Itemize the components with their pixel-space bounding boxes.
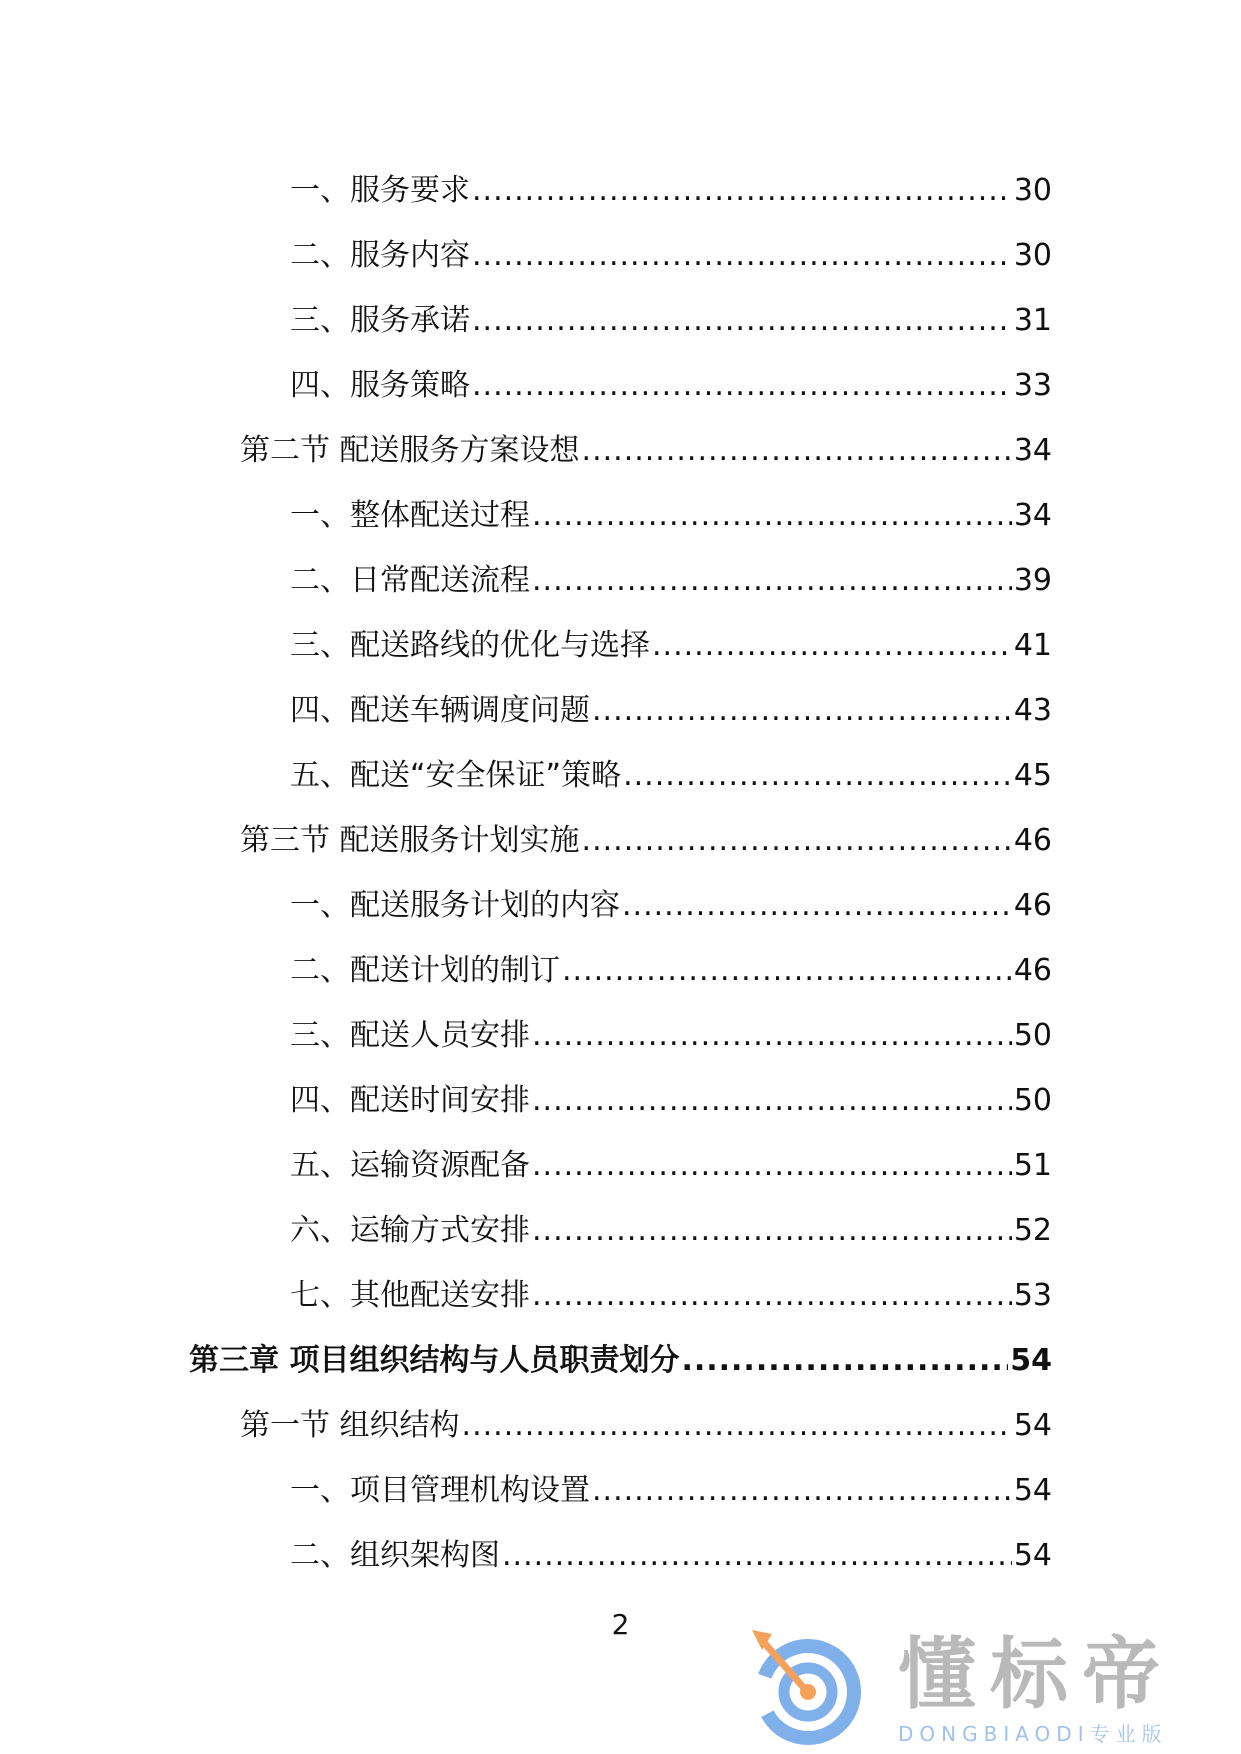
toc-dot-leader xyxy=(472,368,1012,404)
toc-entry-page: 54 xyxy=(1013,1407,1052,1443)
toc-entry-title: 四、配送车辆调度问题 xyxy=(290,692,590,728)
toc-entry[interactable] xyxy=(0,1458,1241,1523)
toc-entry-title: 一、服务要求 xyxy=(290,172,470,208)
toc-entry-page: 30 xyxy=(1013,237,1052,273)
toc-dot-leader xyxy=(582,433,1012,469)
toc-dot-leader xyxy=(472,238,1012,274)
toc-entry[interactable] xyxy=(0,548,1241,613)
toc-dot-leader xyxy=(532,1083,1012,1119)
toc-entry-page: 41 xyxy=(1013,627,1052,663)
toc-entry-page: 50 xyxy=(1013,1082,1052,1118)
toc-entry-title: 三、配送路线的优化与选择 xyxy=(290,627,650,663)
toc-entry[interactable] xyxy=(0,158,1241,223)
toc-entry-title: 六、运输方式安排 xyxy=(290,1212,530,1248)
toc-entry-page: 46 xyxy=(1013,887,1052,923)
toc-entry-title: 第三章 项目组织结构与人员职责划分 xyxy=(189,1342,680,1378)
toc-dot-leader xyxy=(502,1538,1012,1574)
target-logo-icon xyxy=(746,1628,866,1748)
toc-dot-leader xyxy=(462,1408,1012,1444)
toc-entry-title: 三、配送人员安排 xyxy=(290,1017,530,1053)
toc-entry-title: 一、配送服务计划的内容 xyxy=(290,887,620,923)
toc-entry-page: 45 xyxy=(1013,757,1052,793)
toc-dot-leader xyxy=(532,1278,1012,1314)
toc-entry-page: 43 xyxy=(1013,692,1052,728)
toc-entry-page: 31 xyxy=(1013,302,1052,338)
toc-entry[interactable] xyxy=(0,1133,1241,1198)
toc-dot-leader xyxy=(532,1213,1012,1249)
toc-entry-page: 34 xyxy=(1013,497,1052,533)
toc-entry-title: 三、服务承诺 xyxy=(290,302,470,338)
toc-entry-title: 七、其他配送安排 xyxy=(290,1277,530,1313)
toc-entry[interactable] xyxy=(0,1198,1241,1263)
toc-dot-leader xyxy=(652,628,1012,664)
toc-dot-leader xyxy=(532,498,1012,534)
toc-entry-title: 五、运输资源配备 xyxy=(290,1147,530,1183)
toc-entry-title: 第二节 配送服务方案设想 xyxy=(240,432,580,468)
toc-dot-leader xyxy=(532,1148,1012,1184)
toc-entry-page: 54 xyxy=(1010,1342,1052,1378)
toc-entry[interactable] xyxy=(0,288,1241,353)
toc-entry[interactable] xyxy=(0,873,1241,938)
toc-entry[interactable] xyxy=(0,938,1241,1003)
toc-dot-leader xyxy=(623,758,1012,794)
toc-entry-title: 一、项目管理机构设置 xyxy=(290,1472,590,1508)
toc-entry-title: 二、组织架构图 xyxy=(290,1537,500,1573)
toc-entry-title: 四、服务策略 xyxy=(290,367,470,403)
toc-chapter-entry[interactable] xyxy=(0,1328,1241,1393)
toc-entry[interactable] xyxy=(0,678,1241,743)
toc-entry-page: 46 xyxy=(1013,822,1052,858)
toc-dot-leader xyxy=(622,888,1012,924)
toc-entry[interactable] xyxy=(0,1003,1241,1068)
toc-entry-page: 54 xyxy=(1013,1537,1052,1573)
toc-section-entry[interactable] xyxy=(0,1393,1241,1458)
toc-entry[interactable] xyxy=(0,1068,1241,1133)
toc-entry-page: 54 xyxy=(1013,1472,1052,1508)
toc-dot-leader xyxy=(532,563,1012,599)
watermark-brand-subtitle: DONGBIAODI专业版 xyxy=(898,1722,1168,1746)
watermark xyxy=(746,1628,1226,1748)
toc-entry-title: 二、配送计划的制订 xyxy=(290,952,560,988)
toc-entry-title: 一、整体配送过程 xyxy=(290,497,530,533)
toc-section-entry[interactable] xyxy=(0,418,1241,483)
toc-dot-leader xyxy=(532,1018,1012,1054)
toc-entry-title: 五、配送“安全保证”策略 xyxy=(290,757,622,793)
page-number: 2 xyxy=(611,1608,630,1641)
toc-dot-leader xyxy=(472,173,1012,209)
toc-entry[interactable] xyxy=(0,483,1241,548)
toc-entry-title: 第一节 组织结构 xyxy=(240,1407,460,1443)
toc-dot-leader xyxy=(592,693,1012,729)
toc-entry-page: 39 xyxy=(1013,562,1052,598)
toc-entry[interactable] xyxy=(0,1263,1241,1328)
toc-entry[interactable] xyxy=(0,1523,1241,1588)
toc-entry-page: 50 xyxy=(1013,1017,1052,1053)
toc-section-entry[interactable] xyxy=(0,808,1241,873)
toc-entry-title: 二、日常配送流程 xyxy=(290,562,530,598)
toc-entry-title: 第三节 配送服务计划实施 xyxy=(240,822,580,858)
toc-entry-title: 四、配送时间安排 xyxy=(290,1082,530,1118)
toc-dot-leader xyxy=(582,823,1012,859)
toc-entry-page: 30 xyxy=(1013,172,1052,208)
toc-entry[interactable] xyxy=(0,743,1241,808)
toc-entry[interactable] xyxy=(0,223,1241,288)
toc-entry-page: 46 xyxy=(1013,952,1052,988)
toc-entry[interactable] xyxy=(0,353,1241,418)
toc-dot-leader xyxy=(562,953,1012,989)
toc-entry-page: 53 xyxy=(1013,1277,1052,1313)
toc-entry-page: 52 xyxy=(1013,1212,1052,1248)
toc-entry-page: 33 xyxy=(1013,367,1052,403)
toc-dot-leader xyxy=(472,303,1012,339)
watermark-brand-name: 懂标帝 xyxy=(898,1630,1175,1720)
toc-dot-leader xyxy=(592,1473,1012,1509)
toc-entry[interactable] xyxy=(0,613,1241,678)
table-of-contents xyxy=(0,158,1241,1588)
toc-entry-page: 34 xyxy=(1013,432,1052,468)
toc-dot-leader xyxy=(681,1343,1008,1379)
toc-entry-page: 51 xyxy=(1013,1147,1052,1183)
toc-entry-title: 二、服务内容 xyxy=(290,237,470,273)
